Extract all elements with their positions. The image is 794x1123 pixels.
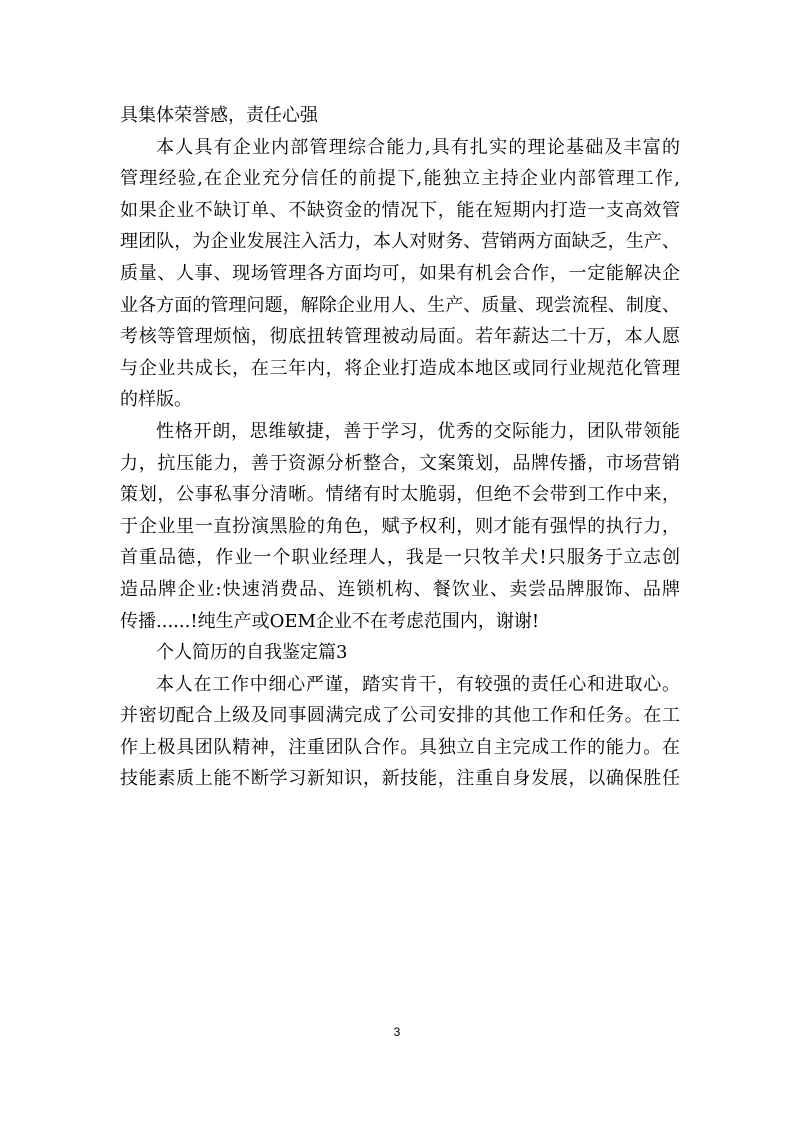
text-line: 如果企业不缺订单、不缺资金的情况下，能在短期内打造一支高效管 [120,199,680,221]
text-line: 理团队，为企业发展注入活力，本人对财务、营销两方面缺乏，生产、 [120,231,680,253]
text-line: 力，抗压能力，善于资源分析整合，文案策划，品牌传播，市场营销 [120,452,680,474]
text-line: 作上极具团队精神，注重团队合作。具独立自主完成工作的能力。在 [120,736,680,758]
text-line: 与企业共成长，在三年内，将企业打造成本地区或同行业规范化管理 [120,357,680,379]
text-line: 造品牌企业:快速消费品、连锁机构、餐饮业、卖尝品牌服饰、品牌 [120,578,680,600]
text-line: 性格开朗，思维敏捷，善于学习，优秀的交际能力，团队带领能 [156,420,680,442]
text-line: 首重品德，作业一个职业经理人，我是一只牧羊犬!只服务于立志创 [120,547,680,569]
text-line: 传播......!纯生产或OEM企业不在考虑范围内，谢谢! [120,610,540,632]
text-line: 考核等管理烦恼，彻底扭转管理被动局面。若年薪达二十万，本人愿 [120,326,680,348]
text-line: 于企业里一直扮演黑脸的角色，赋予权利，则才能有强悍的执行力， [120,515,680,537]
page-number: 3 [393,1025,401,1039]
text-line: 策划，公事私事分清晰。情绪有时太脆弱，但绝不会带到工作中来， [120,484,680,506]
text-line: 技能素质上能不断学习新知识，新技能，注重自身发展，以确保胜任 [120,768,680,790]
text-line: 质量、人事、现场管理各方面均可，如果有机会合作，一定能解决企 [120,262,680,284]
text-line: 业各方面的管理问题，解除企业用人、生产、质量、现尝流程、制度、 [120,294,680,316]
text-line: 的样版。 [120,389,192,411]
text-line: 本人在工作中细心严谨，踏实肯干，有较强的责任心和进取心。 [156,673,680,695]
text-line: 本人具有企业内部管理综合能力,具有扎实的理论基础及丰富的 [156,136,680,158]
text-line: 具集体荣誉感，责任心强 [120,105,318,126]
text-line: 管理经验,在企业充分信任的前提下,能独立主持企业内部管理工作, [120,168,680,190]
section-heading: 个人简历的自我鉴定篇3 [156,642,348,664]
text-line: 并密切配合上级及同事圆满完成了公司安排的其他工作和任务。在工 [120,705,680,727]
document-body [120,100,680,795]
